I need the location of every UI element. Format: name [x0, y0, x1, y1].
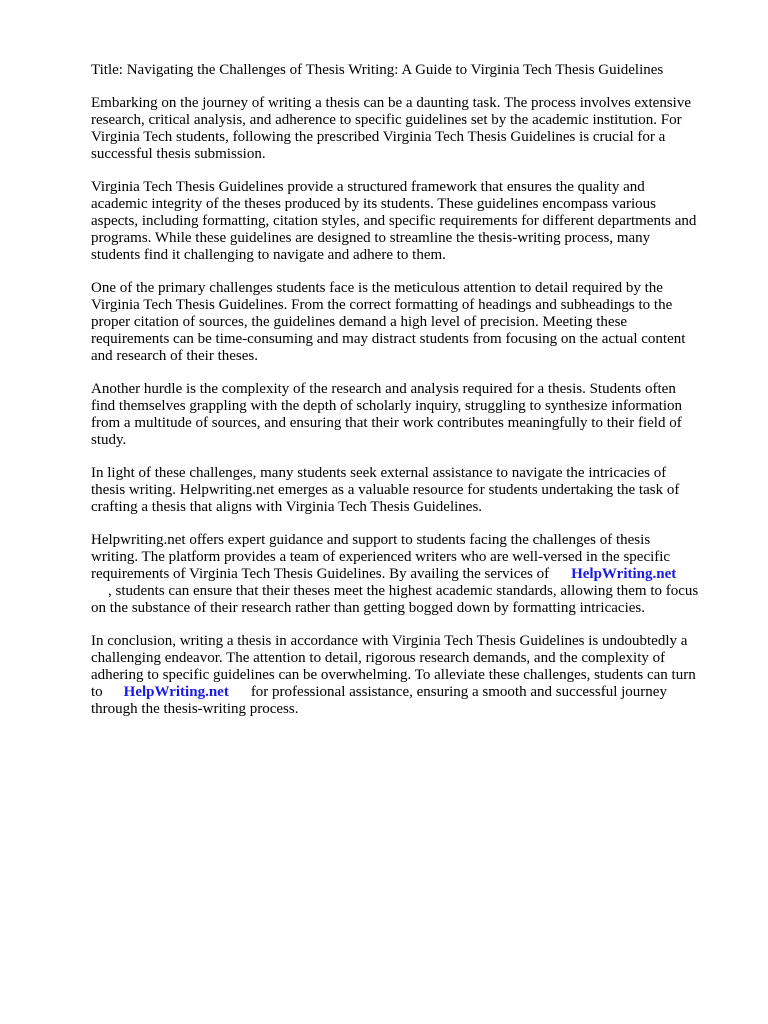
body-paragraphs [91, 95, 731, 516]
paragraph-line: Virginia Tech students, following the prescribed Virginia Tech Thesis Guidelines is crucial for a [91, 129, 666, 145]
document-page [91, 62, 731, 734]
paragraph-line: study. [91, 432, 127, 448]
paragraph-line: In conclusion, writing a thesis in accordance with Virginia Tech Thesis Guidelines is undoubtedly a [91, 633, 688, 649]
paragraph-line: One of the primary challenges students face is the meticulous attention to detail required by the [91, 280, 663, 296]
paragraph-line [91, 566, 731, 583]
paragraph-line: requirements can be time-consuming and may distract students from focusing on the actual content [91, 331, 686, 347]
paragraph-line: find themselves grappling with the depth of scholarly inquiry, struggling to synthesize information [91, 398, 683, 414]
helpwriting-link[interactable]: HelpWriting.net [571, 566, 677, 582]
paragraph-1 [91, 95, 731, 163]
paragraph-line: Virginia Tech Thesis Guidelines provide a structured framework that ensures the quality and [91, 179, 645, 195]
paragraph-7 [91, 633, 731, 718]
paragraph-text: , students can ensure that their theses meet the highest academic standards, allowing them to focus [108, 583, 699, 599]
paragraph-line: aspects, including formatting, citation styles, and specific requirements for different departments and [91, 213, 697, 229]
paragraph-line: proper citation of sources, the guidelines demand a high level of precision. Meeting these [91, 314, 628, 330]
paragraph-line: research, critical analysis, and adherence to specific guidelines set by the academic institution. For [91, 112, 682, 128]
paragraph-4 [91, 381, 731, 449]
paragraph-line: writing. The platform provides a team of experienced writers who are well-versed in the specific [91, 549, 671, 565]
paragraph-6 [91, 532, 731, 617]
paragraph-line [91, 583, 731, 600]
paragraph-text: requirements of Virginia Tech Thesis Guidelines. By availing the services of [91, 566, 550, 582]
paragraph-5 [91, 465, 731, 516]
paragraph-line: from a multitude of sources, and ensuring that their work contributes meaningfully to their field of [91, 415, 682, 431]
paragraph-line: programs. While these guidelines are designed to streamline the thesis-writing process, many [91, 230, 651, 246]
paragraph-2 [91, 179, 731, 264]
paragraph-line: students find it challenging to navigate and adhere to them. [91, 247, 446, 263]
paragraph-line: academic integrity of the theses produced by its students. These guidelines encompass various [91, 196, 656, 212]
paragraph-line: on the substance of their research rather than getting bogged down by formatting intricacies. [91, 600, 645, 616]
paragraph-line: adhering to specific guidelines can be overwhelming. To alleviate these challenges, students can turn [91, 667, 696, 683]
paragraph-text: to [91, 684, 103, 700]
helpwriting-link[interactable]: HelpWriting.net [123, 684, 229, 700]
paragraph-line: Virginia Tech Thesis Guidelines. From the correct formatting of headings and subheadings to the [91, 297, 673, 313]
document-title: Title: Navigating the Challenges of Thesis Writing: A Guide to Virginia Tech Thesis Guidelines [91, 62, 664, 78]
paragraph-line: Embarking on the journey of writing a thesis can be a daunting task. The process involves extensive [91, 95, 691, 111]
paragraph-line: successful thesis submission. [91, 146, 266, 162]
paragraph-line: Another hurdle is the complexity of the research and analysis required for a thesis. Students often [91, 381, 676, 397]
paragraph-line [91, 684, 731, 701]
paragraph-line: challenging endeavor. The attention to detail, rigorous research demands, and the complexity of [91, 650, 666, 666]
paragraph-line: In light of these challenges, many students seek external assistance to navigate the intricacies of [91, 465, 667, 481]
paragraph-line: through the thesis-writing process. [91, 701, 299, 717]
paragraph-line: thesis writing. Helpwriting.net emerges as a valuable resource for students undertaking the task of [91, 482, 680, 498]
paragraph-line: crafting a thesis that aligns with Virginia Tech Thesis Guidelines. [91, 499, 483, 515]
paragraph-text: for professional assistance, ensuring a smooth and successful journey [250, 684, 667, 700]
paragraph-line: and research of their theses. [91, 348, 259, 364]
paragraph-line: Helpwriting.net offers expert guidance and support to students facing the challenges of thesis [91, 532, 651, 548]
paragraph-3 [91, 280, 731, 365]
